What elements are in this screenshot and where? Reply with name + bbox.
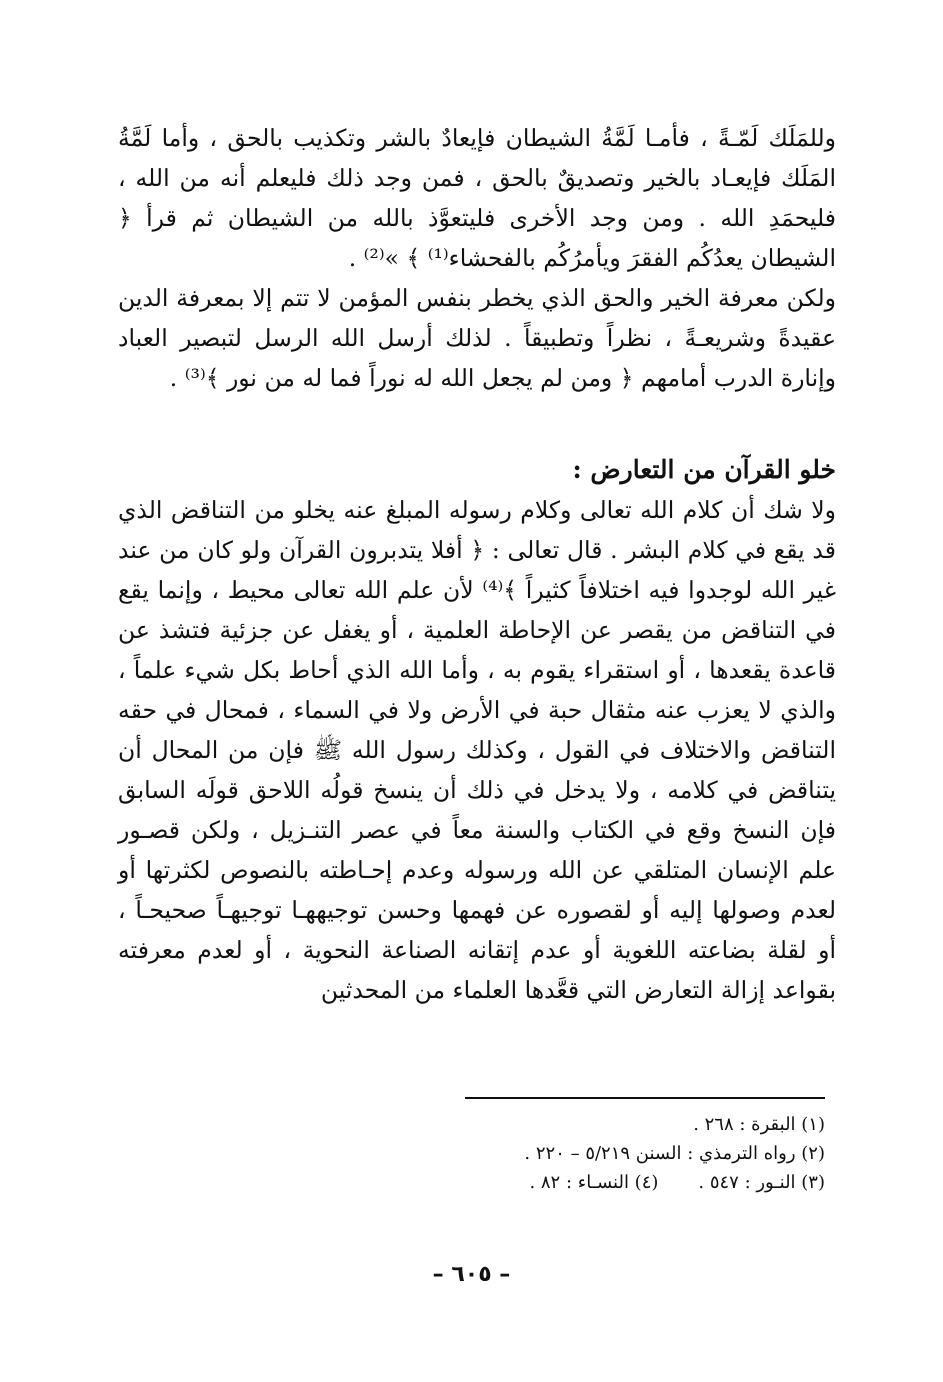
footnote-3: (٣) النـور : ٥٤٧ . bbox=[698, 1172, 825, 1193]
footnote-divider bbox=[465, 1097, 825, 1099]
footnote-4: (٤) النسـاء : ٨٢ . bbox=[529, 1172, 659, 1193]
footnotes bbox=[325, 1110, 825, 1197]
paragraph-knowledge: ولكن معرفة الخير والحق الذي يخطر بنفس المؤمن لا تتم إلا بمعرفة الدين عقيدةً وشريعـةً ، نظراً وتطبيقاً . لذلك أرسل الله الرسل لتبصير العباد وإنارة الدرب أمامهم ﴿ ومن لم يجعل الله له نوراً فما له من نور ﴾⁽³⁾ . bbox=[118, 284, 836, 392]
section-heading: خلو القرآن من التعارض : bbox=[572, 455, 836, 484]
footnote-row-3-4 bbox=[325, 1168, 825, 1197]
page-body bbox=[118, 118, 836, 1010]
paragraph-hadith: وللمَلَك لَمّـةً ، فأمـا لَمَّةُ الشيطان فإيعادٌ بالشر وتكذيب بالحق ، وأما لَمَّةُ المَلَك فإيعـاد بالخير وتصديقٌ بالحق ، فمن وجد ذلك فليعلم أنه من الله ، فليحمَدِ الله . ومن وجد الأخرى فليتعوَّذ بالله من الشيطان ثم قرأ ﴿ الشيطان يعدُكُم الفقرَ ويأمرُكُم بالفحشاء⁽¹⁾ ﴾ »⁽²⁾ . bbox=[118, 124, 836, 272]
page-number: – ٦٠٥ – bbox=[432, 1262, 511, 1287]
paragraph-no-contradiction: ولا شك أن كلام الله تعالى وكلام رسوله المبلغ عنه يخلو من التناقض الذي قد يقع في كلام البشر . قال تعالى : ﴿ أفلا يتدبرون القرآن ولو كان من عند غير الله لوجدوا فيه اختلافاً كثيراً ﴾⁽⁴⁾ لأن علم الله تعالى محيط ، وإنما يقع في التناقض من يقصر عن الإحاطة العلمية ، أو يغفل عن جزئية فتشذ عن قاعدة يقعدها ، أو استقراء يقوم به ، وأما الله الذي أحاط بكل شيء علماً ، والذي لا يعزب عنه مثقال حبة في الأرض ولا في السماء ، فمحال في حقه التناقض والاختلاف في القول ، وكذلك رسول الله ﷺ فإن من المحال أن يتناقض في كلامه ، ولا يدخل في ذلك أن ينسخ قولُه اللاحق قولَه السابق فإن النسخ وقع في الكتاب والسنة معاً في عصر التنـزيل ، ولكن قصـور علم الإنسان المتلقي عن الله ورسوله وعدم إحـاطته بالنصوص لكثرتها أو لعدم وصولها إليه أو لقصوره عن فهمها وحسن توجيههـا توجيهـاً صحيحـاً ، أو لقلة بضاعته اللغوية أو عدم إتقانه الصناعة النحوية ، أو لعدم معرفته بقواعد إزالة التعارض التي قعَّدها العلماء من المحدثين bbox=[118, 496, 837, 1004]
footnote-2: (٢) رواه الترمذي : السنن ٥/٢١٩ – ٢٢٠ . bbox=[524, 1143, 825, 1164]
footnote-1: (١) البقرة : ٢٦٨ . bbox=[693, 1114, 825, 1135]
